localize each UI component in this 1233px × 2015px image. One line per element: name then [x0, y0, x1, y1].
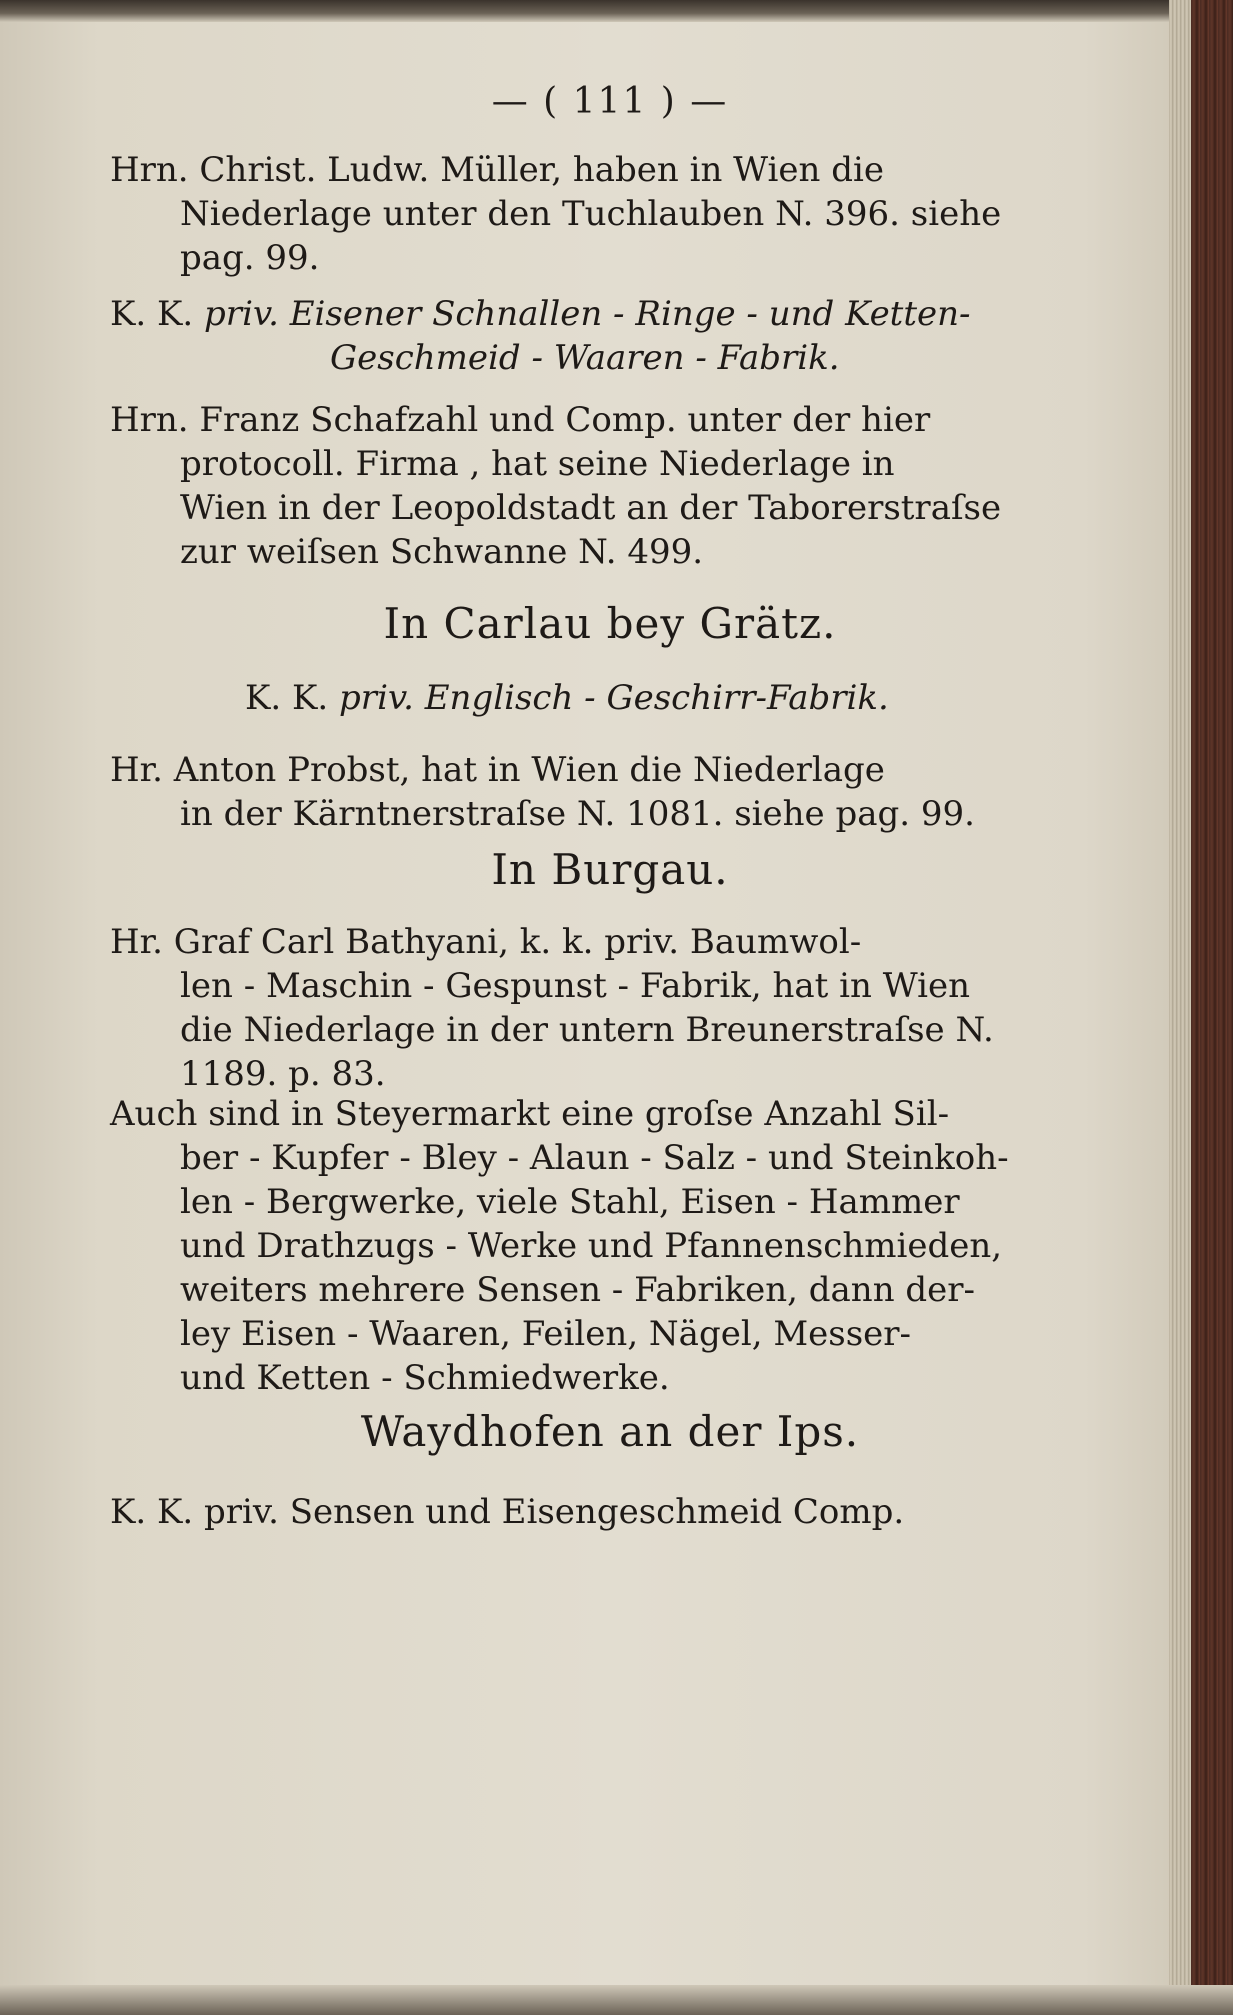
entry-line: Hr. Graf Carl Bathyani, k. k. priv. Baumwol-: [110, 922, 862, 962]
fabrik-heading-englisch: [110, 676, 1233, 720]
place-heading-carlau: In Carlau bey Grätz.: [383, 599, 837, 648]
heading-line2: Geschmeid - Waaren - Fabrik.: [330, 338, 840, 378]
entry-line: K. K. priv. Sensen und Eisengeschmeid Comp.: [110, 1492, 905, 1532]
entry-line: Auch sind in Steyermarkt eine groſse Anzahl Sil-: [110, 1094, 950, 1134]
entry-line: Hrn. Christ. Ludw. Müller, haben in Wien die: [110, 150, 884, 190]
entry-line: Wien in der Leopoldstadt an der Taborerstraſse: [180, 488, 1002, 528]
entry-line: 1189. p. 83.: [180, 1054, 386, 1094]
entry-mueller: [110, 148, 1110, 280]
page-top-shadow: [0, 0, 1233, 22]
entry-line: len - Bergwerke, viele Stahl, Eisen - Hammer: [180, 1182, 960, 1222]
page-number: — ( 111 ) —: [491, 81, 729, 122]
entry-line: protocoll. Firma , hat seine Niederlage in: [180, 444, 895, 484]
page-stack-edge: [1169, 0, 1191, 2015]
entry-line: und Drathzugs - Werke und Pfannenschmieden,: [180, 1226, 1003, 1266]
entry-line: ber - Kupfer - Bley - Alaun - Salz - und Steinkoh-: [180, 1138, 1009, 1178]
heading-prefix: K. K.: [110, 294, 194, 334]
entry-line: zur weiſsen Schwanne N. 499.: [180, 532, 704, 572]
entry-sensen: [110, 1490, 1110, 1534]
entry-bathyani: [110, 920, 1110, 1096]
book-spine: [1191, 0, 1233, 2015]
entry-probst: [110, 748, 1110, 836]
entry-line: weiters mehrere Sensen - Fabriken, dann der-: [180, 1270, 976, 1310]
place-heading-burgau: In Burgau.: [491, 845, 729, 894]
entry-line: Hr. Anton Probst, hat in Wien die Niederlage: [110, 750, 885, 790]
entry-steyermarkt: [110, 1092, 1110, 1400]
heading-prefix: K. K.: [245, 678, 329, 718]
entry-line: die Niederlage in der untern Breunerstraſse N.: [180, 1010, 994, 1050]
entry-line: und Ketten - Schmiedwerke.: [180, 1358, 670, 1398]
entry-line: in der Kärntnerstraſse N. 1081. siehe pag. 99.: [180, 794, 975, 834]
place-heading-waydhofen: Waydhofen an der Ips.: [360, 1407, 860, 1456]
entry-schafzahl: [110, 398, 1110, 574]
heading-italic: priv. Eisener Schnallen - Ringe - und: [204, 294, 835, 334]
page-bottom-shadow: [0, 1985, 1233, 2015]
heading-tail: Ketten-: [845, 294, 971, 334]
entry-line: pag. 99.: [180, 238, 320, 278]
entry-line: Niederlage unter den Tuchlauben N. 396. siehe: [180, 194, 1002, 234]
entry-line: Hrn. Franz Schafzahl und Comp. unter der hier: [110, 400, 931, 440]
fabrik-heading-eisener: [110, 292, 1110, 380]
entry-line: len - Maschin - Gespunst - Fabrik, hat in Wien: [180, 966, 970, 1006]
heading-italic: priv. Englisch - Geschirr-Fabrik.: [339, 678, 889, 718]
entry-line: ley Eisen - Waaren, Feilen, Nägel, Messer-: [180, 1314, 912, 1354]
